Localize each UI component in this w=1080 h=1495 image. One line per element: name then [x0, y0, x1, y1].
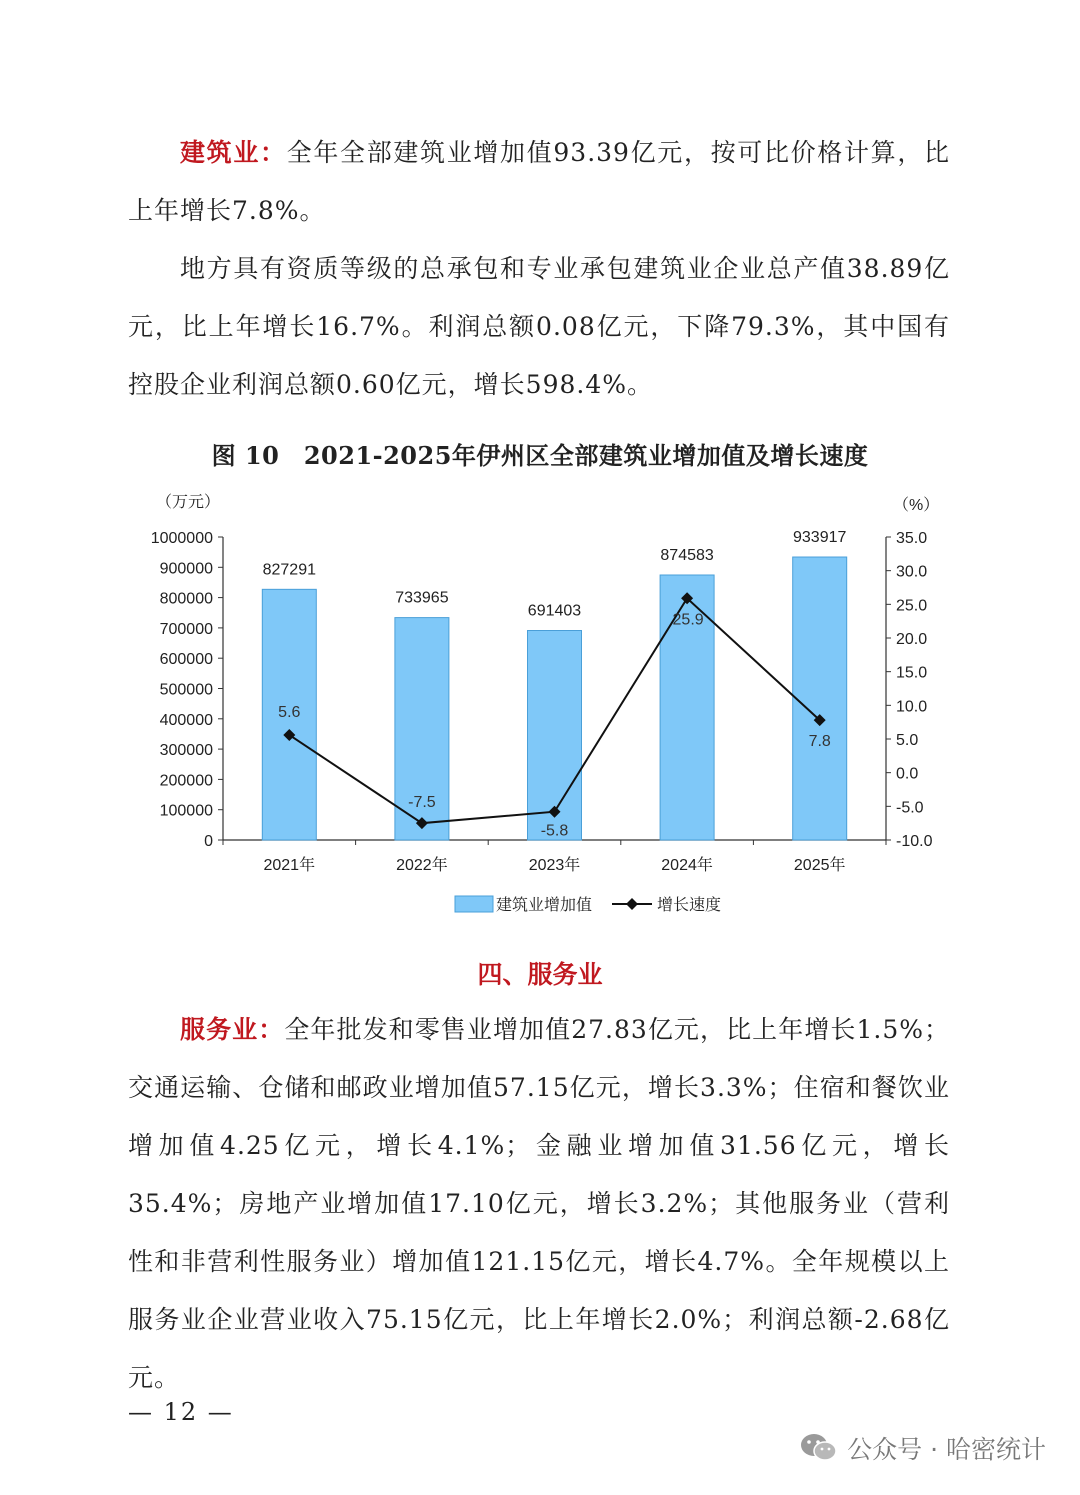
section-title: 四、服务业	[477, 960, 603, 989]
construction-chart	[120, 480, 960, 930]
right-tick-label: 30.0	[896, 563, 928, 581]
growth-rate-label: -5.8	[540, 822, 569, 840]
legend-bar-swatch	[455, 896, 493, 912]
construction-paragraph-1	[128, 124, 950, 240]
watermark-text: 公众号 · 哈密统计	[847, 1435, 1046, 1464]
x-category-label: 2025年	[793, 857, 846, 874]
services-text: 全年批发和零售业增加值27.83亿元，比上年增长1.5%；交通运输、仓储和邮政业增加值57.15亿元，增长3.3%；住宿和餐饮业增加值4.25亿元，增长4.1%；金融业增加值31.56亿元，增长35.4%；房地产业增加值17.10亿元，增长3.2%；其他服务业（营利性和非营利性服务业）增加值121.15亿元，增长4.7%。全年规模以上服务业企业营业收入75.15亿元，比上年增长2.0%；利润总额-2.68亿元。	[128, 1015, 950, 1392]
right-tick-label: 35.0	[896, 530, 928, 547]
right-tick-label: 15.0	[896, 664, 928, 682]
left-axis-unit: （万元）	[156, 494, 221, 511]
legend-line-label: 增长速度	[657, 897, 722, 914]
left-tick-label: 300000	[159, 742, 213, 760]
right-tick-label: -5.0	[896, 799, 924, 817]
services-paragraph	[128, 1001, 950, 1407]
right-tick-label: 0.0	[896, 765, 919, 783]
x-category-label: 2023年	[528, 857, 581, 874]
right-tick-label: 25.0	[896, 597, 928, 615]
bar-value-label: 874583	[660, 547, 714, 565]
right-tick-label: -10.0	[896, 833, 933, 850]
left-tick-label: 0	[204, 833, 213, 850]
bar-value-label: 933917	[793, 529, 847, 547]
left-tick-label: 900000	[159, 560, 213, 578]
x-category-label: 2024年	[661, 857, 713, 874]
legend-line-marker	[626, 898, 638, 910]
construction-paragraph-2	[128, 240, 950, 414]
growth-rate-label: 25.9	[672, 611, 704, 629]
left-tick-label: 200000	[159, 772, 213, 790]
left-tick-label: 800000	[159, 590, 213, 608]
right-tick-label: 10.0	[896, 698, 928, 716]
watermark	[799, 1430, 1046, 1466]
growth-rate-label: 5.6	[278, 703, 301, 721]
construction-text-2: 地方具有资质等级的总承包和专业承包建筑业企业总产值38.89亿元，比上年增长16.7%。利润总额0.08亿元，下降79.3%，其中国有控股企业利润总额0.60亿元，增长598.4%。	[128, 254, 950, 399]
right-tick-label: 20.0	[896, 631, 928, 648]
bar-value-label: 733965	[395, 589, 449, 607]
wechat-icon	[799, 1431, 839, 1465]
right-axis-unit: （%）	[893, 497, 940, 514]
bar-value-label: 691403	[527, 602, 582, 620]
right-tick-label: 5.0	[896, 732, 919, 749]
left-tick-label: 100000	[159, 802, 213, 820]
legend-bar-label: 建筑业增加值	[496, 897, 593, 914]
page-number: — 12 —	[128, 1398, 234, 1426]
left-tick-label: 700000	[159, 620, 213, 638]
left-tick-label: 1000000	[150, 530, 213, 547]
left-tick-label: 500000	[159, 681, 213, 699]
construction-lead: 建筑业：	[180, 138, 287, 167]
figure-title: 图 10 2021-2025年伊州区全部建筑业增加值及增长速度	[211, 441, 869, 470]
services-lead: 服务业：	[180, 1015, 285, 1044]
bar-value-label: 827291	[262, 561, 316, 579]
growth-rate-label: -7.5	[408, 794, 436, 812]
x-category-label: 2021年	[263, 857, 316, 874]
growth-rate-label: 7.8	[808, 733, 831, 751]
x-category-label: 2022年	[396, 857, 448, 874]
construction-text-1: 全年全部建筑业增加值93.39亿元，按可比价格计算，比上年增长7.8%。	[128, 138, 950, 225]
left-tick-label: 600000	[159, 651, 213, 669]
left-tick-label: 400000	[159, 711, 213, 729]
bar-2025年	[793, 557, 847, 840]
